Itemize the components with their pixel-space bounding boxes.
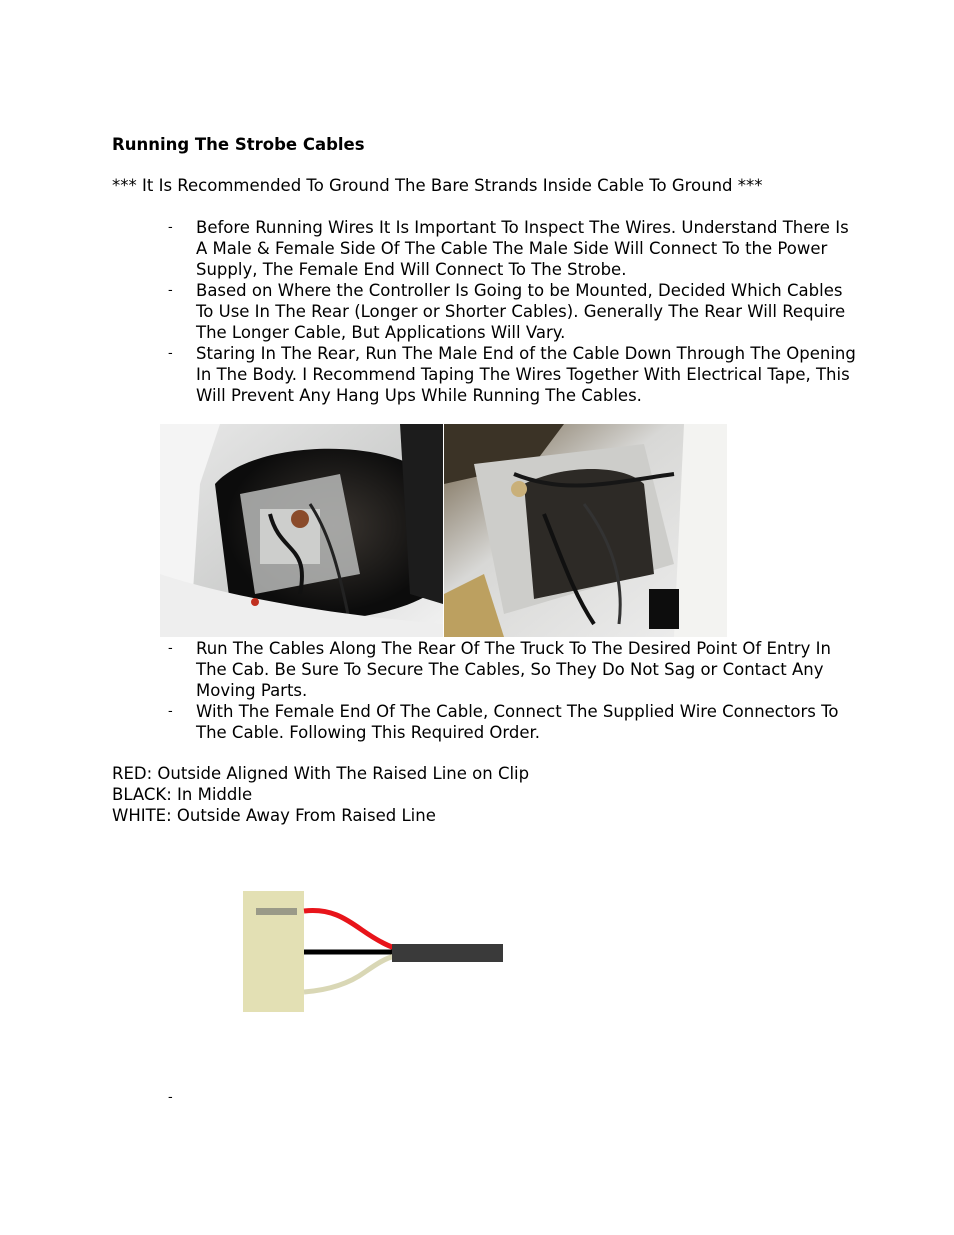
bullet-dash: - — [168, 704, 173, 719]
red-wire — [304, 910, 395, 948]
white-wire — [304, 956, 395, 992]
connector-wiring-diagram — [240, 888, 510, 1016]
list-item — [168, 701, 858, 743]
installation-photos — [160, 424, 727, 637]
bullet-dash: - — [168, 641, 173, 656]
step-text: Based on Where the Controller Is Going to be Mounted, Decided Which Cables To Use In The Rear (Longer or Shorter Cables). Generally The Rear Will Require The Longer Cable, But Applications Will Vary. — [196, 281, 846, 342]
black-wire-instruction: BLACK: In Middle — [112, 785, 253, 804]
white-wire-instruction: WHITE: Outside Away From Raised Line — [112, 806, 436, 825]
bullet-dash: - — [168, 283, 173, 298]
list-item — [168, 638, 858, 701]
bullet-dash: - — [168, 220, 173, 235]
list-item — [168, 343, 858, 406]
section-heading: Running The Strobe Cables — [112, 135, 365, 154]
list-item — [168, 280, 858, 343]
red-wire-instruction: RED: Outside Aligned With The Raised Line on Clip — [112, 764, 530, 783]
photo-headlight-opening-right — [444, 424, 727, 637]
cable-jacket — [392, 944, 503, 962]
step-text: Staring In The Rear, Run The Male End of the Cable Down Through The Opening In The Body. I Recommend Taping The Wires Together With Electrical Tape, This Will Prevent Any Hang Ups While Running The Cables. — [196, 344, 856, 405]
step-text: Run The Cables Along The Rear Of The Truck To The Desired Point Of Entry In The Cab. Be Sure To Secure The Cables, So They Do Not Sag or Contact Any Moving Parts. — [196, 639, 831, 700]
steps-list-after-photos — [168, 638, 858, 743]
bullet-dash: - — [168, 346, 173, 361]
ground-note: *** It Is Recommended To Ground The Bare Strands Inside Cable To Ground *** — [112, 176, 763, 195]
wiring-order — [112, 763, 529, 826]
list-item — [168, 217, 858, 280]
raised-line-marker — [256, 908, 297, 915]
steps-list-before-photos — [168, 217, 858, 406]
empty-bullet-dash: - — [168, 1090, 173, 1105]
step-text: Before Running Wires It Is Important To Inspect The Wires. Understand There Is A Male & Female Side Of The Cable The Male Side Will Connect To the Power Supply, The Female End Will Connect To The Strobe. — [196, 218, 849, 279]
step-text: With The Female End Of The Cable, Connect The Supplied Wire Connectors To The Cable. Following This Required Order. — [196, 702, 839, 742]
photo-headlight-opening-left — [160, 424, 443, 637]
